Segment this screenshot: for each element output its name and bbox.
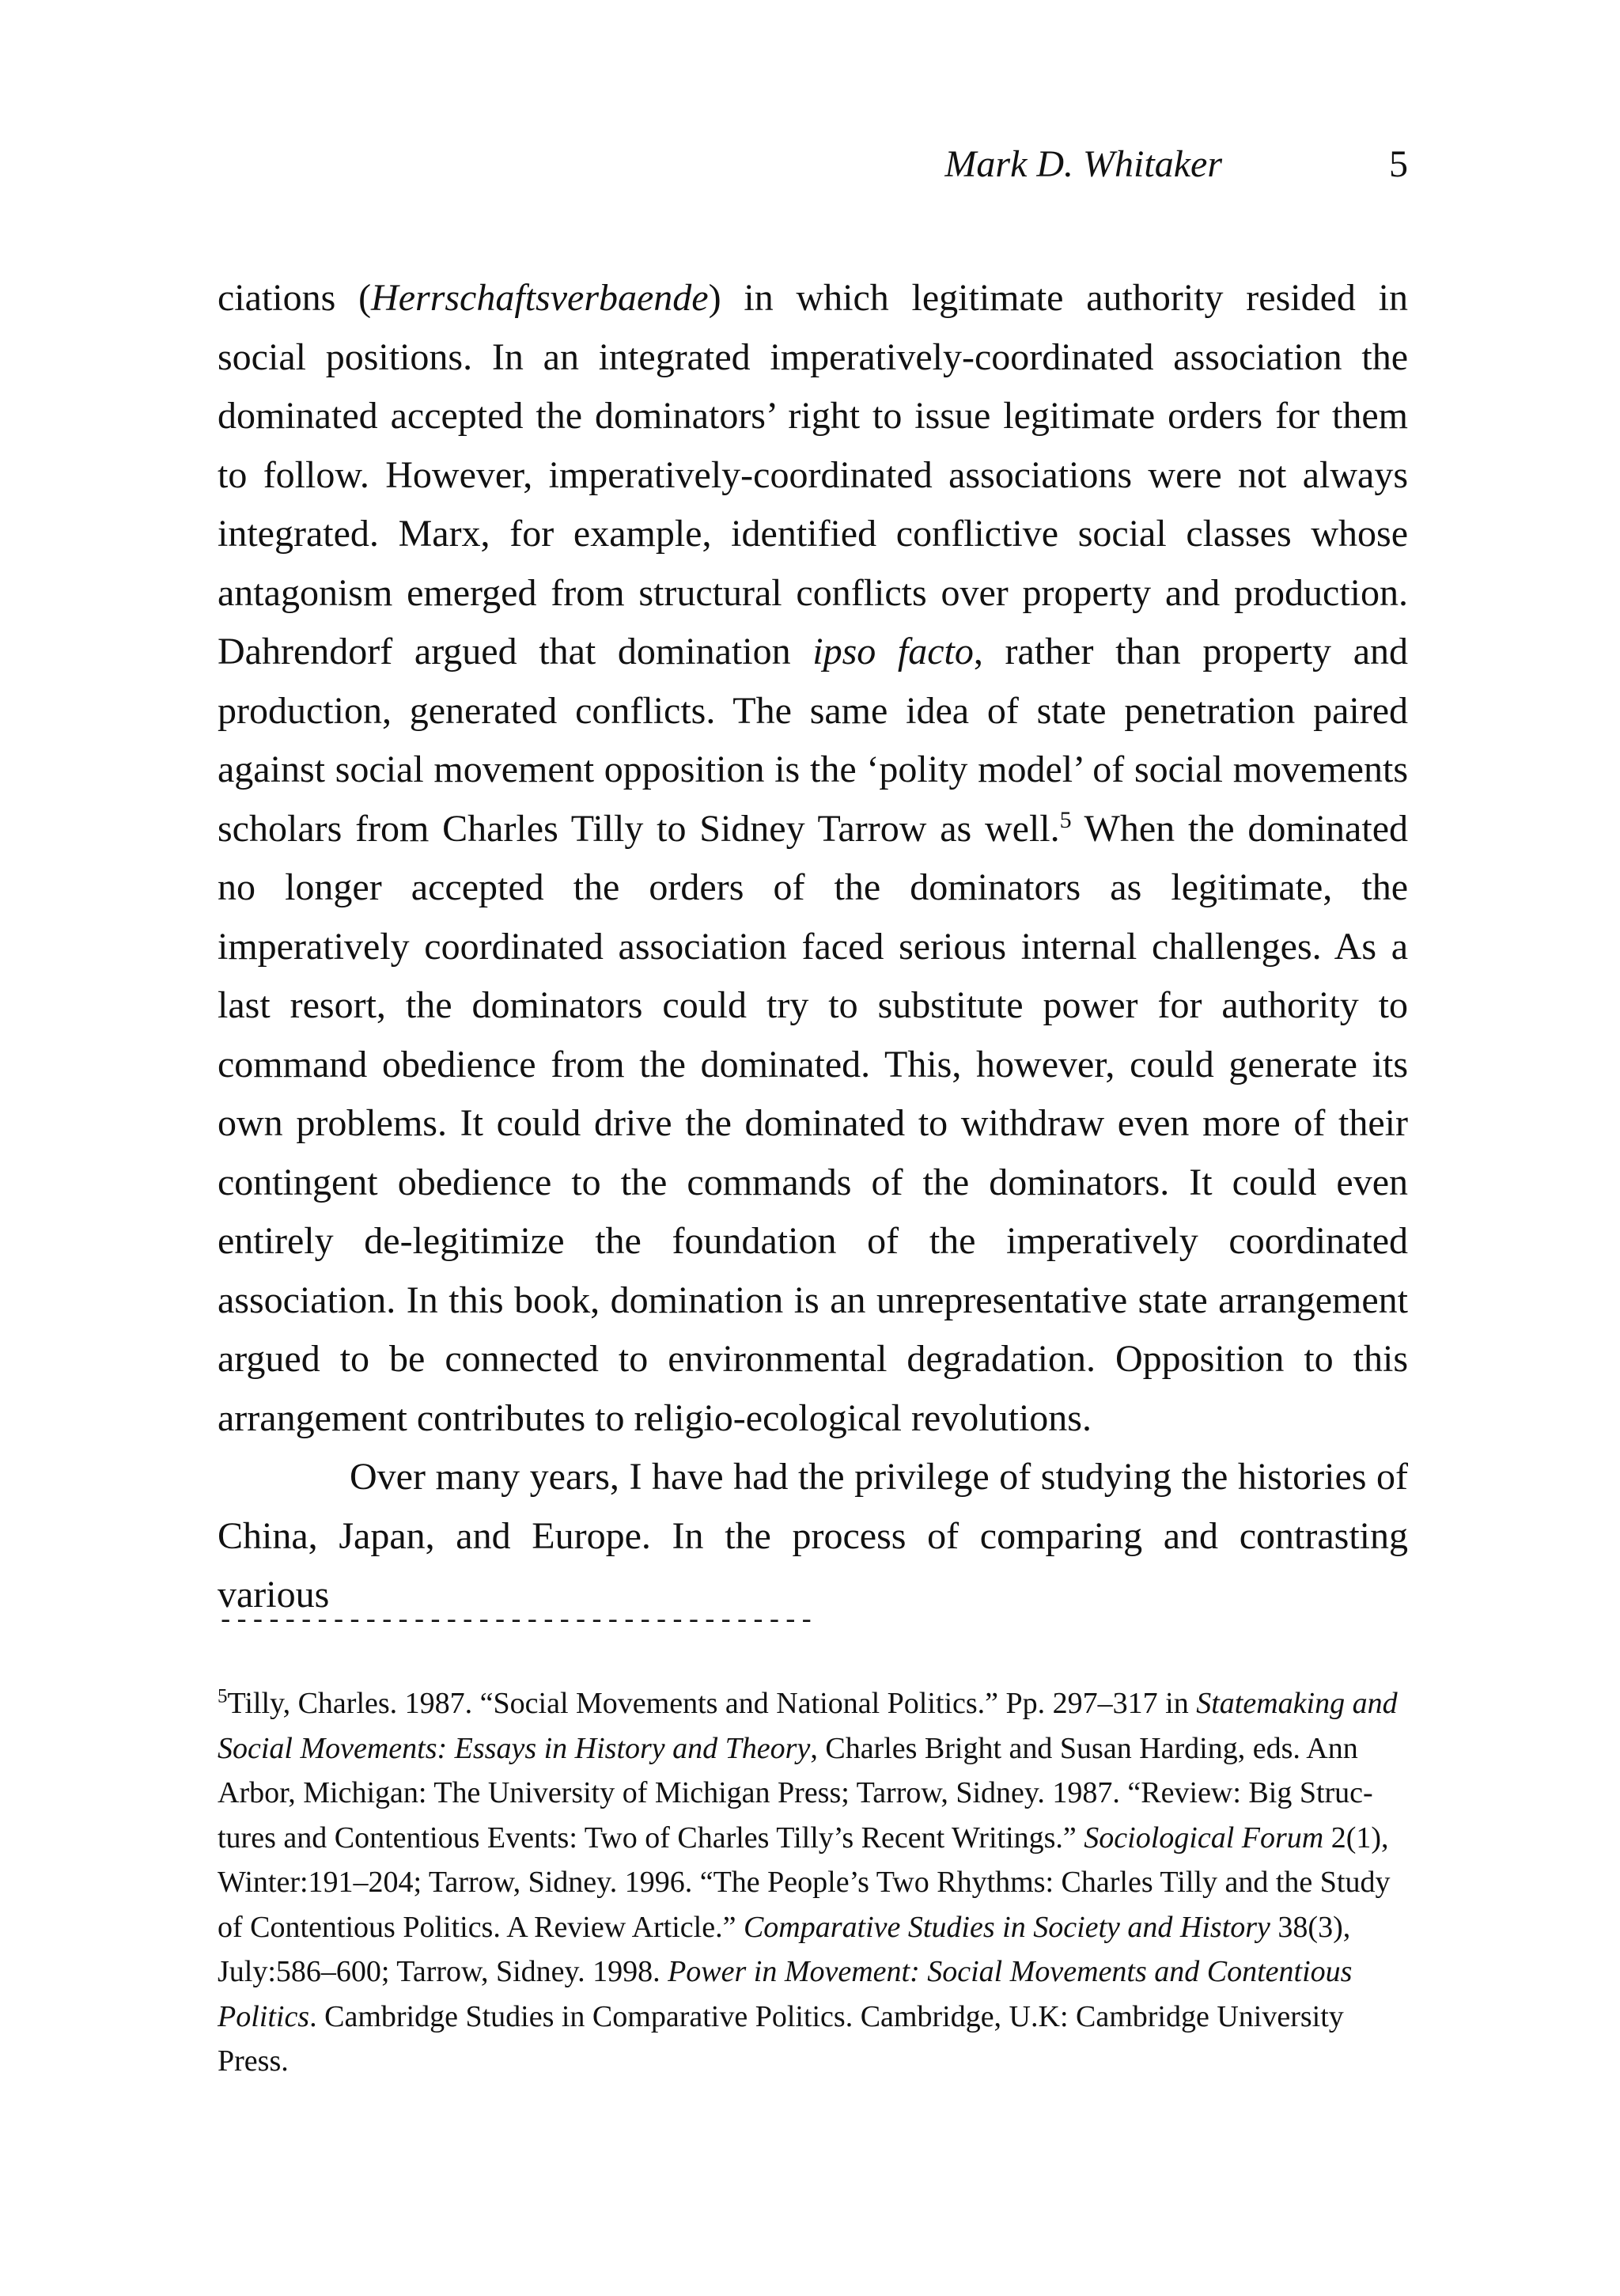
emphasized-term: Herrschaftsverbaende [371,277,709,319]
publication-title: Comparative Studies in Society and History [743,1910,1270,1944]
publication-title: Power in Movement: Social Movements and Contentious Politics [218,1955,1353,2033]
footnote-text-fragment: Tilly, Charles. 1987. “Social Movements and National Politics.” Pp. 297–317 in [227,1687,1197,1720]
footnote-number: 5 [218,1685,228,1707]
emphasized-term: ipso facto [812,631,974,673]
footnote-5 [218,1681,1408,2084]
page-number: 5 [1389,143,1408,185]
running-header [854,141,1424,188]
footnote-text-fragment: . Cambridge Studies in Comparative Politics. Cambridge, U.K: Cambridge University Press. [218,1999,1344,2078]
text-fragment: , rather than property and production, generated conflicts. The same idea of state penetration paired against social movement opposition is the ‘polity model’ of social movements scholars from Charles Tilly to Sidney Tarrow as well. [218,631,1409,850]
body-paragraph-2: Over many years, I have had the privilege of studying the histories of China, Japan, and Europe. In the process of comparing and contrasting various [218,1456,1408,1616]
footnote-text-fragment: 2(1), Winter:191–204; Tarrow, Sidney. 1996. “The People’s Two Rhythms: Charles Tilly and the Study of Contentious Politics. A Review Article.” [218,1821,1391,1944]
running-header-author: Mark D. Whitaker [944,143,1222,185]
footnote-text-fragment: , Charles Bright and Susan Harding, eds. Ann Arbor, Michigan: The University of Michigan Press; Tarrow, Sidney. 1987. “Review: Big Structures and Contentious Events: Two of Charles Tilly’s Recent Writings.” [218,1731,1373,1855]
publication-title: Sociological Forum [1084,1821,1324,1855]
text-fragment: When the dominated no longer accepted the orders of the dominators as legitimate, the imperatively coordinated association faced serious internal challenges. As a last resort, the dominators could try to substitute power for authority to command obedience from the dominated. This, however, could generate its own problems. It could drive the dominated to withdraw even more of their contingent obedience to the commands of the dominators. It could even entirely de-legitimize the foundation of the imperatively coordinated association. In this book, domination is an unrepresentative state arrangement argued to be connected to environmental degradation. Opposition to this arrangement contributes to religio-ecological revolutions. [218,807,1409,1439]
publication-title: Statemaking and Social Movements: Essays in History and Theory [218,1687,1398,1765]
footnote-text-fragment: 38(3), July:586–600; Tarrow, Sidney. 1998. [218,1910,1351,1988]
footnote-separator: ------------------------------------- [218,1607,815,1637]
body-paragraph-1 [218,269,1408,1448]
body-text [218,269,1408,1625]
footnote-reference: 5 [1059,806,1072,833]
text-fragment: ciations ( [218,277,372,319]
footnotes [218,1681,1408,2084]
text-fragment: ) in which legitimate authority resided in social positions. In an integrated imperatively-coordinated association the dominated accepted the dominators’ right to issue legitimate orders for them to follow. However, imperatively-coordinated associations were not always integrated. Marx, for example, identified conflictive social classes whose antagonism emerged from structural conflicts over property and production. Dahrendorf argued that domination [218,277,1408,673]
